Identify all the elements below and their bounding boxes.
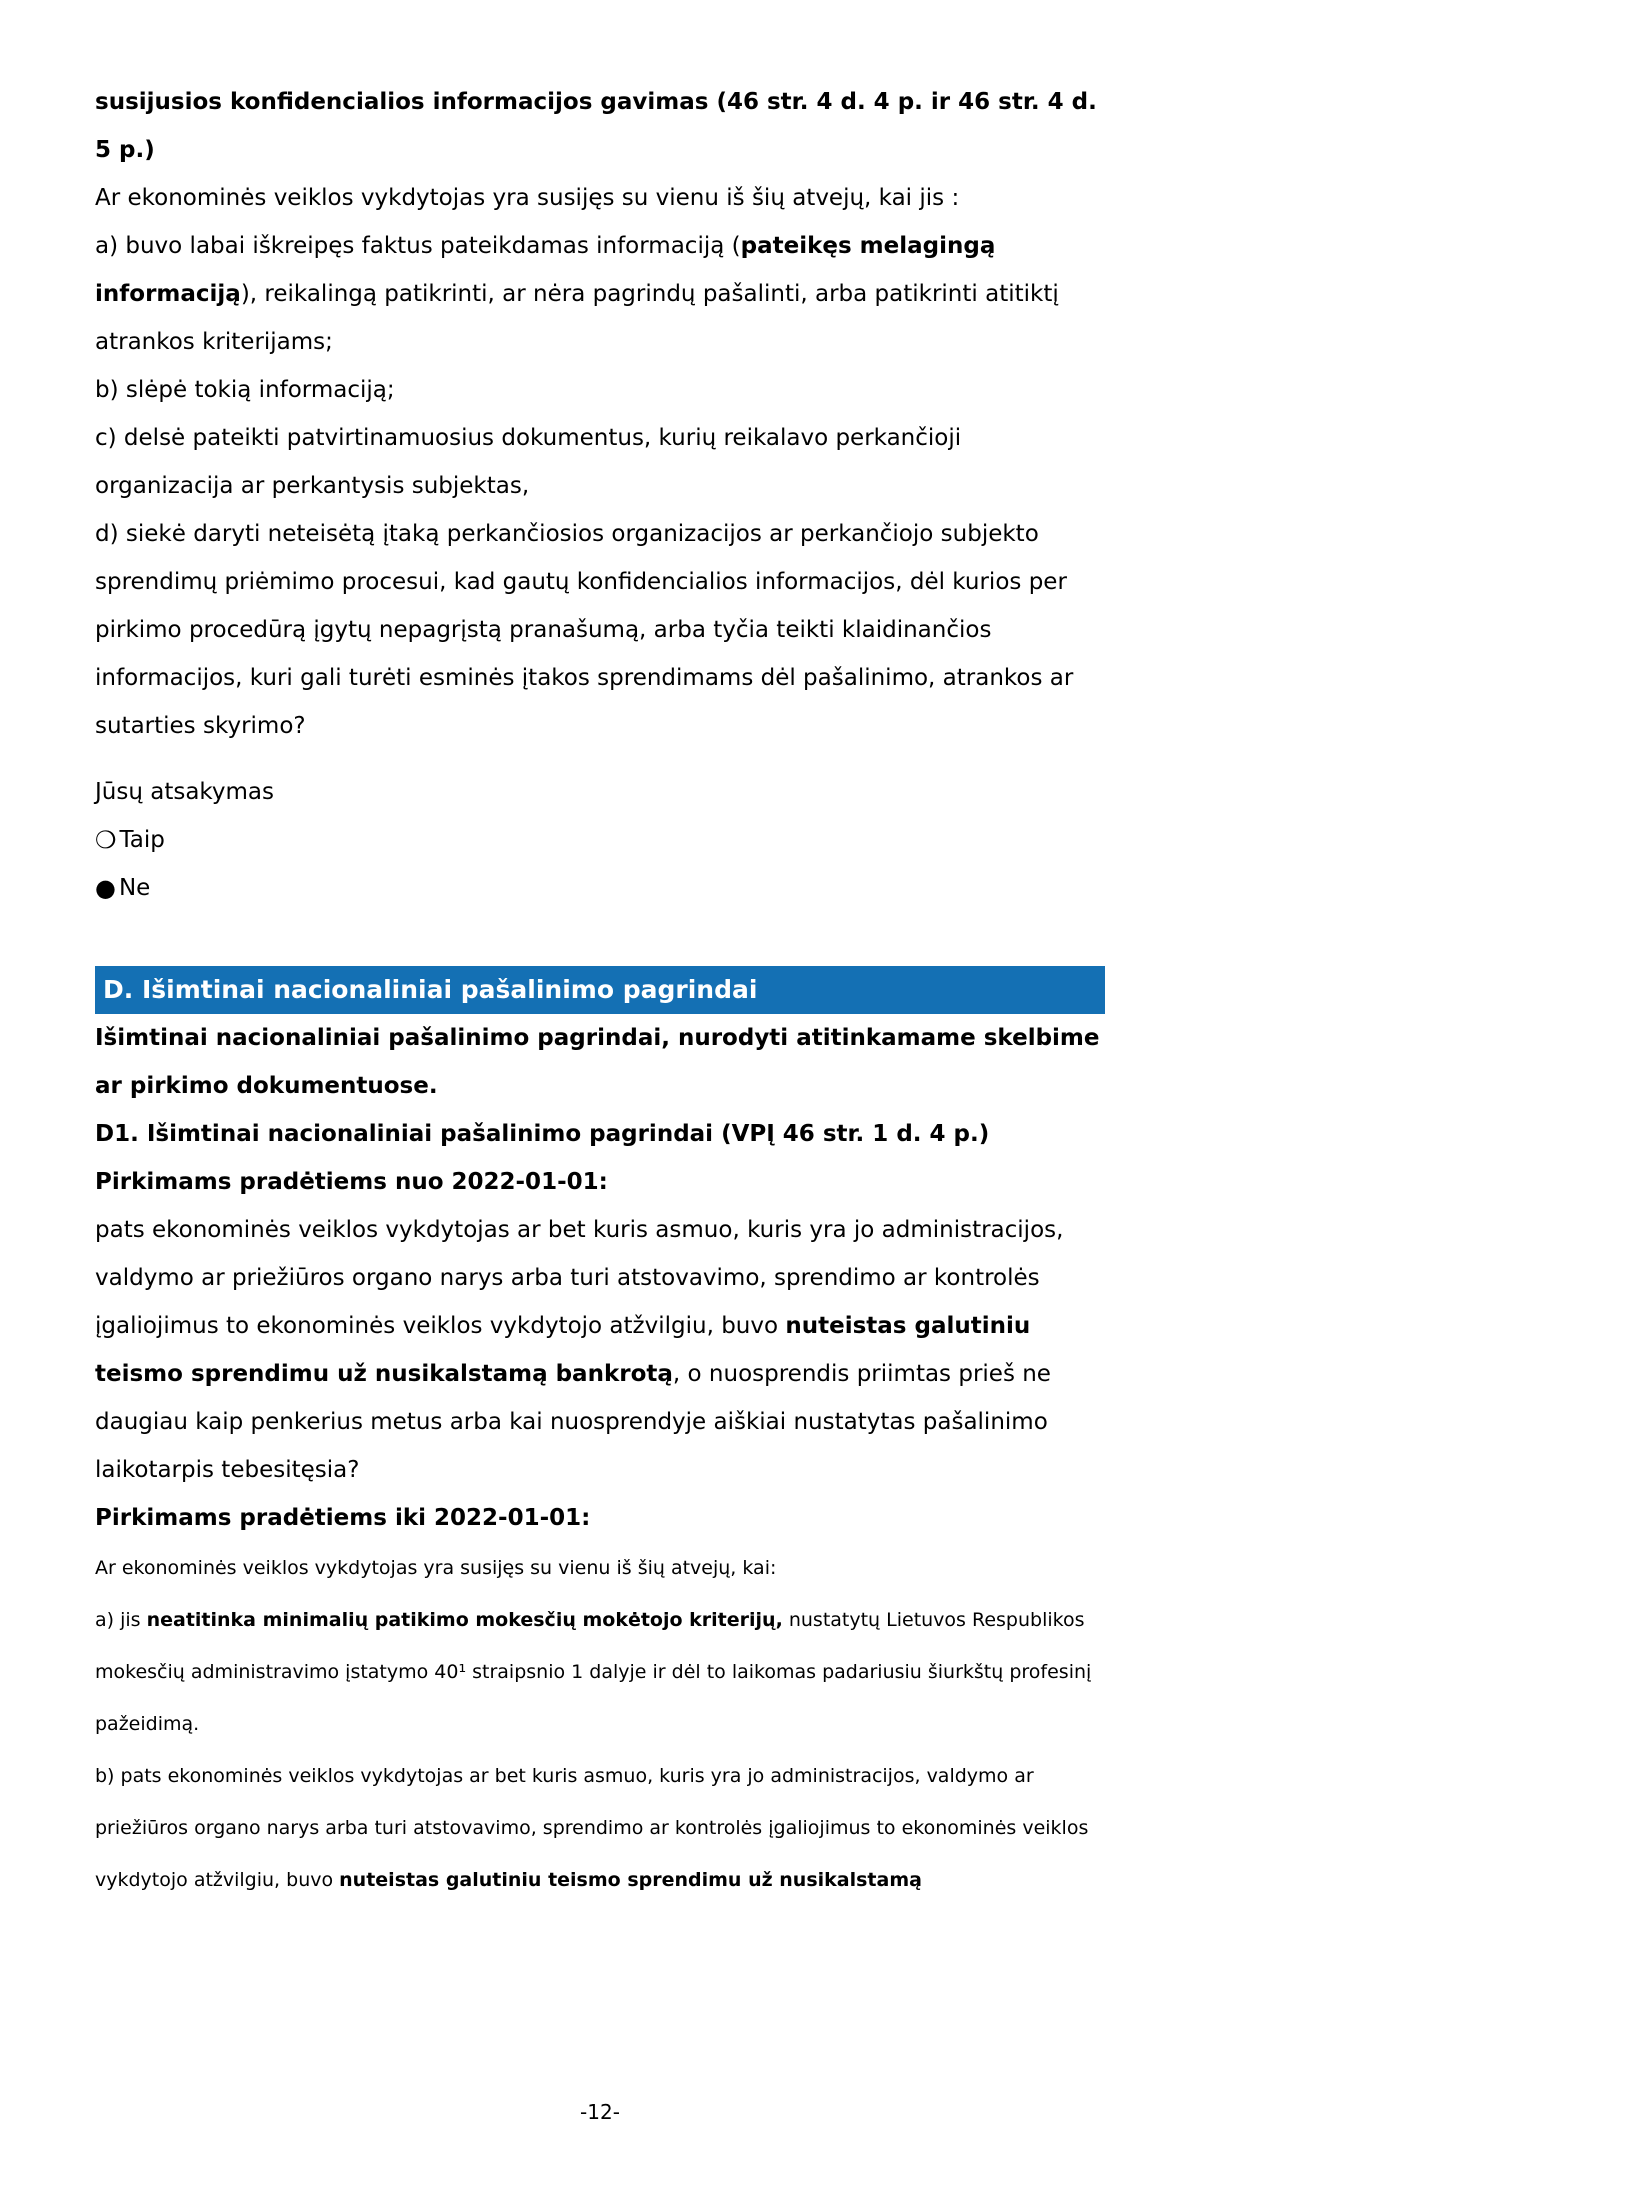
until-2022-intro: Ar ekonominės veiklos vykdytojas yra susijęs su vienu iš šių atvejų, kai: [95, 1557, 777, 1579]
radio-unselected-icon: ❍ [95, 826, 117, 854]
from-2022-label: Pirkimams pradėtiems nuo 2022-01-01: [95, 1169, 608, 1195]
text-segment: b) pats ekonominės veiklos vykdytojas ar bet kuris asmuo, kuris yra jo administracijos, valdymo ar priežiūros organo narys arba turi atstovavimo, sprendimo ar kontrolės įgaliojimus to ekonominės veiklos vykdytojo atžvilgiu, buvo [95, 1765, 1089, 1891]
text-segment: a) jis [95, 1609, 147, 1631]
section-header-d: D. Išimtinai nacionaliniai pašalinimo pagrindai [95, 966, 1105, 1014]
page-number: -12- [580, 2100, 620, 2124]
answer-label: Jūsų atsakymas [95, 779, 275, 805]
question-item-d: d) siekė daryti neteisėtą įtaką perkančiosios organizacijos ar perkančiojo subjekto sprendimų priėmimo procesui, kad gautų konfidencialios informacijos, dėl kurios per pirkimo procedūrą įgytų nepagrįstą pranašumą, arba tyčia teikti klaidinančios informacijos, kuri gali turėti esminės įtakos sprendimams dėl pašalinimo, atrankos ar sutarties skyrimo? [95, 521, 1074, 739]
page-content [95, 78, 1105, 1906]
question-item-c: c) delsė pateikti patvirtinamuosius dokumentus, kurių reikalavo perkančioji organizacija ar perkantysis subjektas, [95, 425, 962, 499]
section-d1-title: D1. Išimtinai nacionaliniai pašalinimo pagrindai (VPĮ 46 str. 1 d. 4 p.) [95, 1121, 990, 1147]
until-item-a [95, 1594, 1105, 1750]
text-segment: nuteistas galutiniu teismo sprendimu už nusikalstamą bankrotą [95, 1313, 1031, 1387]
radio-option-ne[interactable] [95, 864, 1105, 912]
text-segment: nustatytų Lietuvos Respublikos mokesčių administravimo įstatymo 40¹ straipsnio 1 dalyje ir dėl to laikomas padariusiu šiurkštų profesinį pažeidimą. [95, 1609, 1092, 1735]
text-segment: pateikęs melagingą informaciją [95, 233, 996, 307]
until-2022-label: Pirkimams pradėtiems iki 2022-01-01: [95, 1505, 591, 1531]
question-item-a [95, 222, 1105, 366]
text-segment: neatitinka minimalių patikimo mokesčių mokėtojo kriterijų, [146, 1609, 783, 1631]
question-item-b: b) slėpė tokią informaciją; [95, 377, 395, 403]
question-intro: Ar ekonominės veiklos vykdytojas yra susijęs su vienu iš šių atvejų, kai jis : [95, 185, 960, 211]
text-segment: nuteistas galutiniu teismo sprendimu už nusikalstamą [339, 1869, 922, 1891]
radio-selected-icon: ● [95, 874, 116, 902]
text-segment: ), reikalingą patikrinti, ar nėra pagrindų pašalinti, arba patikrinti atitiktį atrankos kriterijams; [95, 281, 1059, 355]
until-item-b [95, 1750, 1105, 1906]
text-segment: a) buvo labai iškreipęs faktus pateikdamas informaciją ( [95, 233, 741, 259]
text-segment: pats ekonominės veiklos vykdytojas ar bet kuris asmuo, kuris yra jo administracijos, valdymo ar priežiūros organo narys arba turi atstovavimo, sprendimo ar kontrolės įgaliojimus to ekonominės veiklos vykdytojo atžvilgiu, buvo [95, 1217, 1064, 1339]
radio-option-taip[interactable] [95, 816, 1105, 864]
question-heading: susijusios konfidencialios informacijos gavimas (46 str. 4 d. 4 p. ir 46 str. 4 d. 5 p.) [95, 89, 1097, 163]
from-2022-text [95, 1206, 1105, 1494]
radio-option-label: Ne [118, 875, 151, 901]
section-d-subheading: Išimtinai nacionaliniai pašalinimo pagrindai, nurodyti atitinkamame skelbime ar pirkimo dokumentuose. [95, 1025, 1100, 1099]
radio-option-label: Taip [119, 827, 165, 853]
text-segment: , o nuosprendis priimtas prieš ne daugiau kaip penkerius metus arba kai nuosprendyje aiškiai nustatytas pašalinimo laikotarpis tebesitęsia? [95, 1361, 1051, 1483]
